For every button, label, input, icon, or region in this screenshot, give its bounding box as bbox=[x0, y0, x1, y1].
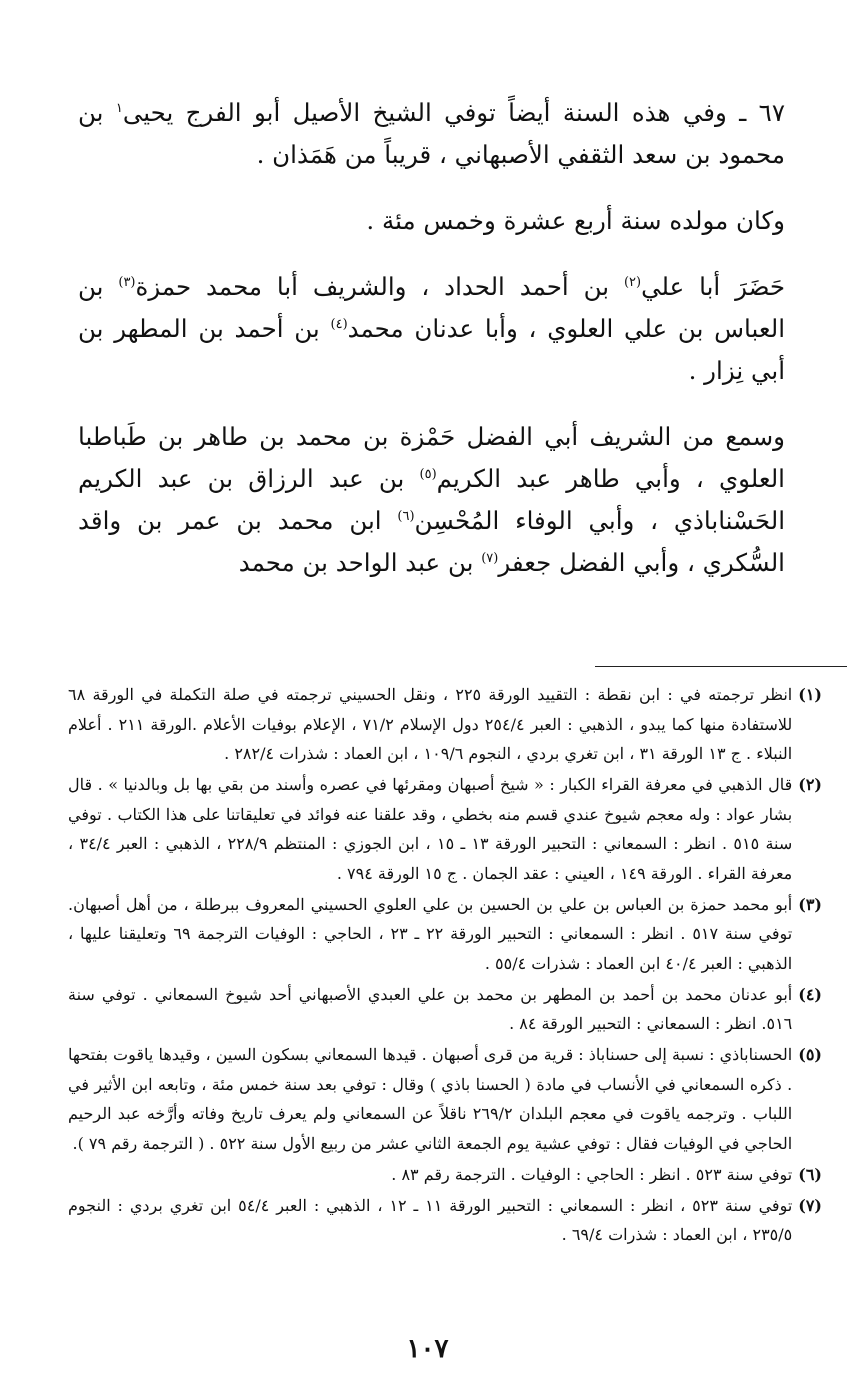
footnote bbox=[68, 1040, 822, 1158]
footnotes bbox=[68, 680, 822, 1251]
footnote bbox=[68, 680, 822, 769]
paragraph-text: بن أحمد الحداد ، والشريف أبا محمد حمزة bbox=[135, 272, 624, 301]
footnote-text: انظر ترجمته في : ابن نقطة : التقييد الورقة ٢٢٥ ، ونقل الحسيني ترجمته في صلة التكملة في الورقة ٦٨ للاستفادة منها كما يبدو ، الذهبي : العبر ٢٥٤/٤ دول الإسلام ٧١/٢ ، الإعلام بوفيات الأعلام .الورقة ٢١١ . أعلام النبلاء . ج ١٣ الورقة ٣١ ، ابن تغري بردي ، النجوم ١٠٩/٦ ، ابن العماد : شذرات ٢٨٢/٤ . bbox=[68, 685, 793, 763]
paragraph-text: ابن محمد بن عمر بن واقد السُّكري ، وأبي الفضل جعفر bbox=[78, 506, 785, 577]
paragraph-text: وسمع من الشريف أبي الفضل حَمْزة بن محمد بن طاهر بن طَباطبا العلوي ، وأبي طاهر عبد الكريم bbox=[78, 422, 785, 493]
paragraph-text: بن عبد الواحد بن محمد bbox=[238, 548, 482, 577]
footnote-marker: ١ bbox=[115, 100, 123, 116]
footnote-text: توفي سنة ٥٢٣ . انظر : الحاجي : الوفيات . الترجمة رقم ٨٣ . bbox=[391, 1164, 793, 1184]
footnote-marker: (٥) bbox=[419, 466, 437, 482]
footnote-number: (٦) bbox=[798, 1164, 822, 1184]
footnote-separator bbox=[595, 666, 847, 667]
paragraph-text: بن عبد الرزاق بن عبد الكريم الحَسْناباذي ، وأبي الوفاء المُحْسِن bbox=[78, 464, 785, 535]
paragraph-text: ٦٧ ـ وفي هذه السنة أيضاً توفي الشيخ الأصيل أبو الفرج يحيى bbox=[122, 98, 785, 127]
body-paragraph bbox=[78, 416, 785, 584]
footnote bbox=[68, 1191, 822, 1250]
footnote-text: قال الذهبي في معرفة القراء الكبار : « شيخ أصبهان ومقرئها في عصره وأسند من بقي بها بل وبالدنيا » . قال بشار عواد : وله معجم شيوخ عندي قسم منه بخطي ، وقد علقنا عنه فوائد في تعليقاتنا على هذا الكتاب . توفي سنة ٥١٥ . انظر : السمعاني : التحبير الورقة ١٣ ـ ١٥ ، ابن الجوزي : المنتظم ٢٢٨/٩ ، الذهبي : العبر ٣٤/٤ ، معرفة القراء . الورقة ١٤٩ ، العيني : عقد الجمان . ج ١٥ الورقة ٧٩٤ . bbox=[68, 775, 793, 883]
page-number: ١٠٧ bbox=[406, 1334, 449, 1364]
footnote-number: (٢) bbox=[798, 775, 822, 794]
paragraph-text: بن العباس بن علي العلوي ، وأبا عدنان محمد bbox=[78, 272, 786, 343]
footnote bbox=[68, 890, 822, 979]
paragraph-text: حَضَرَ أبا علي bbox=[641, 272, 785, 301]
footnote-number: (٥) bbox=[798, 1045, 822, 1064]
main-text bbox=[78, 92, 785, 584]
footnote bbox=[68, 770, 822, 888]
footnote-marker: (٤) bbox=[330, 316, 348, 332]
paragraph-text: بن محمود بن سعد الثقفي الأصبهاني ، قريباً من هَمَذان . bbox=[78, 98, 785, 169]
footnote-number: (٤) bbox=[798, 984, 822, 1004]
footnote-marker: (٢) bbox=[623, 274, 642, 290]
footnote bbox=[68, 1160, 822, 1190]
body-paragraph bbox=[78, 200, 785, 242]
paragraph-text: وكان مولده سنة أربع عشرة وخمس مئة . bbox=[366, 206, 785, 235]
footnote-text: توفي سنة ٥٢٣ ، انظر : السمعاني : التحبير الورقة ١١ ـ ١٢ ، الذهبي : العبر ٥٤/٤ ابن تغري بردي : النجوم ٢٣٥/٥ ، ابن العماد : شذرات ٦٩/٤ . bbox=[68, 1195, 793, 1244]
footnote-number: (١) bbox=[798, 685, 822, 704]
body-paragraph bbox=[78, 266, 785, 392]
footnote-text: الحسناباذي : نسبة إلى حسناباذ : قرية من قرى أصبهان . قيدها السمعاني بسكون السين ، وقيدها ياقوت بفتحها . ذكره السمعاني في الأنساب في مادة ( الحسنا باذي ) وقال : توفي بعد سنة خمس مئة ، وتابعه ابن الأثير في اللباب . وترجمه ياقوت في معجم البلدان ٢٦٩/٢ ناقلاً عن السمعاني ولم يعرف تاريخ وفاته وأرَّخه عبد الرحيم الحاجي في الوفيات فقال : توفي عشية يوم الجمعة الثاني عشر من ربيع الأول سنة ٥٢٢ . ( الترجمة رقم ٧٩ ). bbox=[68, 1045, 793, 1153]
footnote-number: (٣) bbox=[798, 894, 822, 914]
footnote-marker: (٧) bbox=[481, 550, 499, 566]
footnote-number: (٧) bbox=[798, 1195, 822, 1215]
footnote bbox=[68, 980, 822, 1039]
footnote-marker: (٦) bbox=[397, 508, 415, 524]
footnote-text: أبو عدنان محمد بن أحمد بن المطهر بن محمد بن علي العبدي الأصبهاني أحد شيوخ السمعاني . توفي سنة ٥١٦. انظر : السمعاني : التحبير الورقة ٨٤ . bbox=[68, 984, 793, 1033]
body-paragraph bbox=[78, 92, 785, 176]
paragraph-text: بن أحمد بن المطهر بن أبي نِزار . bbox=[78, 314, 785, 385]
footnote-marker: (٣) bbox=[118, 274, 136, 290]
footnote-text: أبو محمد حمزة بن العباس بن علي بن الحسين بن علي العلوي الحسيني المعروف ببرطلة ، من أهل أصبهان. توفي سنة ٥١٧ . انظر : السمعاني : التحبير الورقة ٢٢ ـ ٢٣ ، الحاجي : الوفيات الترجمة ٦٩ وتعليقنا عليها ، الذهبي : العبر ٤٠/٤ ابن العماد : شذرات ٥٥/٤ . bbox=[68, 894, 793, 973]
